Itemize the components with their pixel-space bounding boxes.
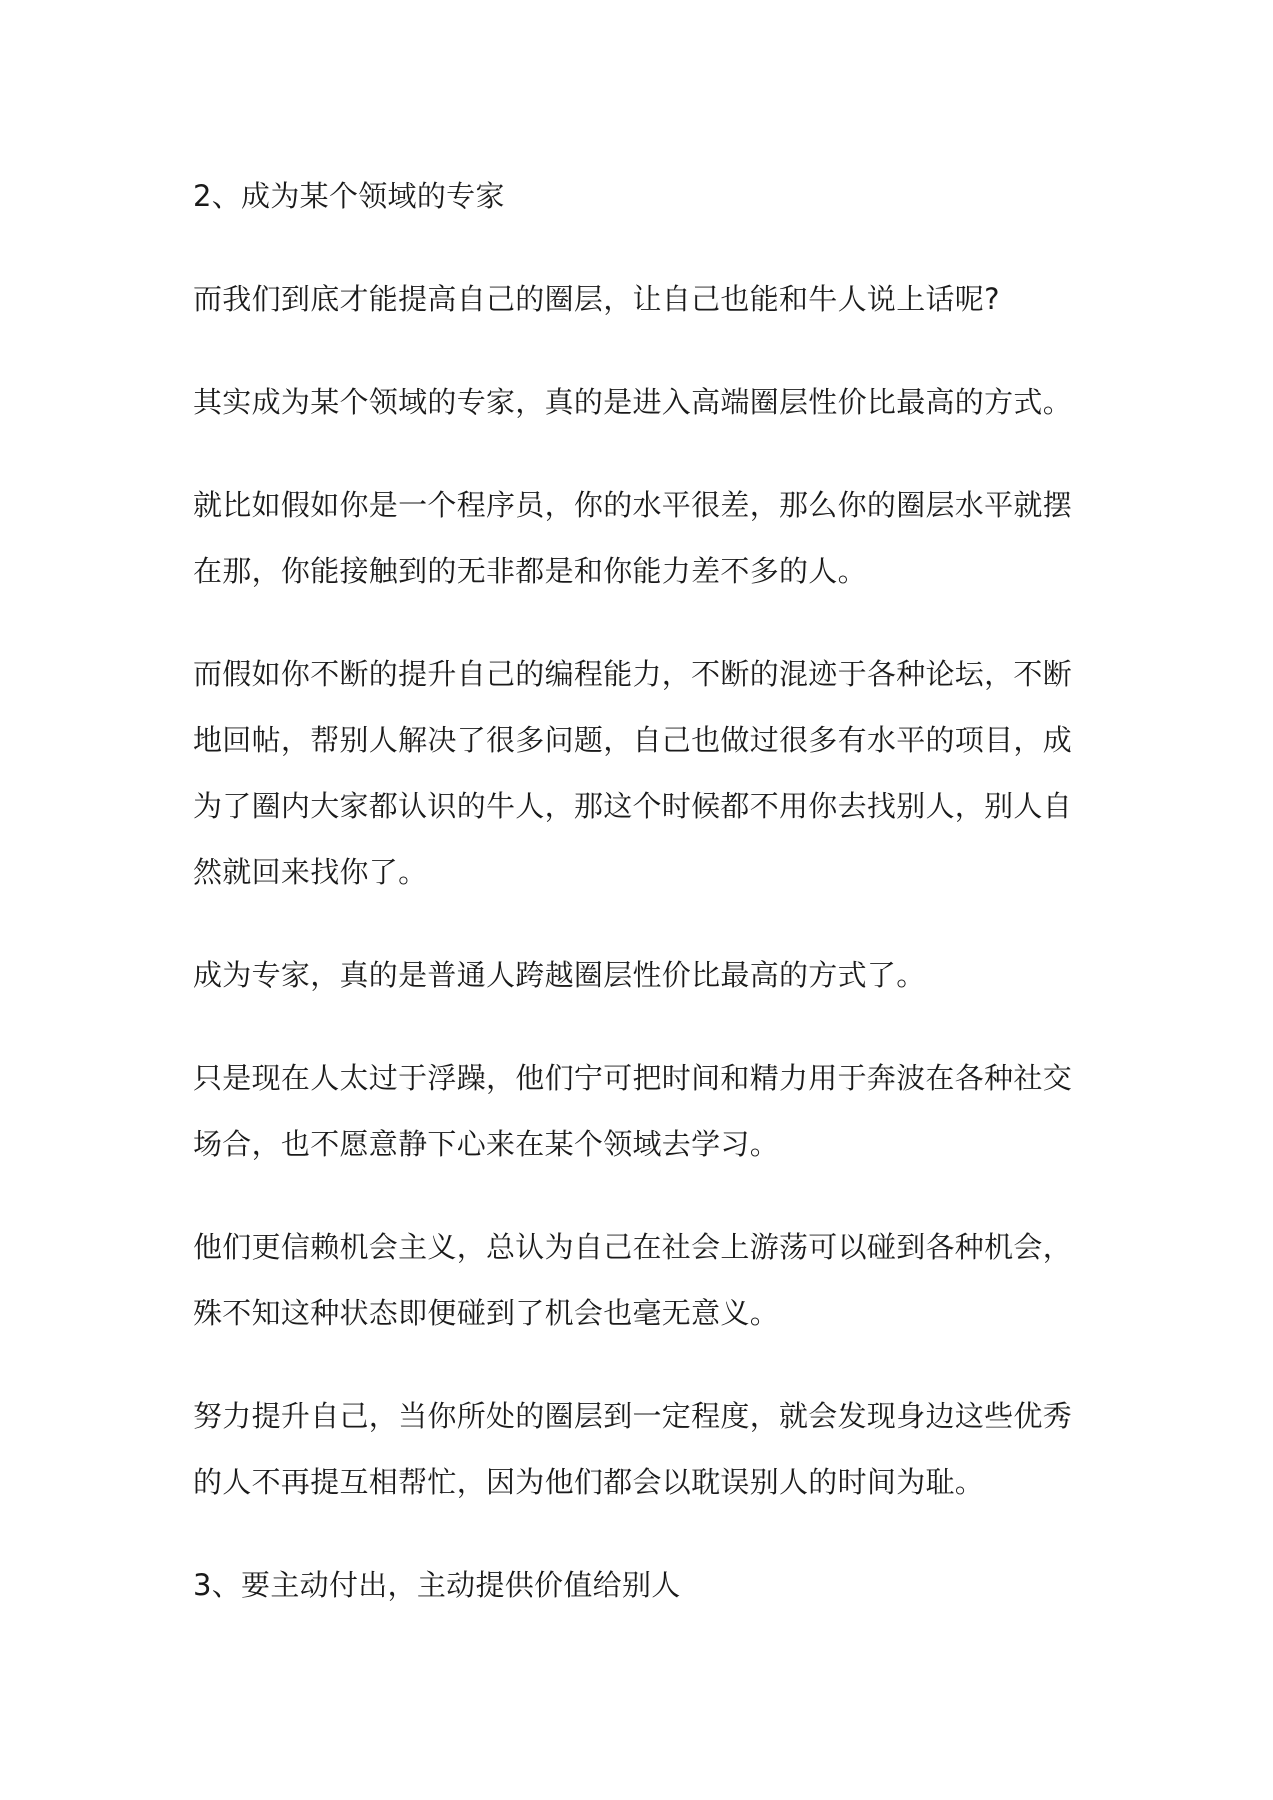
paragraph: 成为专家，真的是普通人跨越圈层性价比最高的方式了。 — [193, 958, 926, 992]
paragraph: 努力提升自己，当你所处的圈层到一定程度，就会发现身边这些优秀的人不再提互相帮忙，因为他们都会以耽误别人的时间为耻。 — [193, 1399, 1073, 1499]
paragraph: 只是现在人太过于浮躁，他们宁可把时间和精力用于奔波在各种社交场合，也不愿意静下心来在某个领域去学习。 — [193, 1061, 1073, 1161]
document-body — [193, 163, 1093, 1655]
section-heading-2: 2、成为某个领域的专家 — [193, 179, 505, 213]
paragraph: 其实成为某个领域的专家，真的是进入高端圈层性价比最高的方式。 — [193, 385, 1073, 419]
paragraph: 就比如假如你是一个程序员，你的水平很差，那么你的圈层水平就摆在那，你能接触到的无非都是和你能力差不多的人。 — [193, 488, 1073, 588]
paragraph: 而我们到底才能提高自己的圈层，让自己也能和牛人说上话呢? — [193, 282, 1000, 316]
paragraph: 而假如你不断的提升自己的编程能力，不断的混迹于各种论坛，不断地回帖，帮别人解决了很多问题，自己也做过很多有水平的项目，成为了圈内大家都认识的牛人，那这个时候都不用你去找别人，别人自然就回来找你了。 — [193, 657, 1073, 889]
paragraph: 他们更信赖机会主义，总认为自己在社会上游荡可以碰到各种机会，殊不知这种状态即便碰到了机会也毫无意义。 — [193, 1230, 1073, 1330]
section-heading-3: 3、要主动付出，主动提供价值给别人 — [193, 1568, 681, 1602]
